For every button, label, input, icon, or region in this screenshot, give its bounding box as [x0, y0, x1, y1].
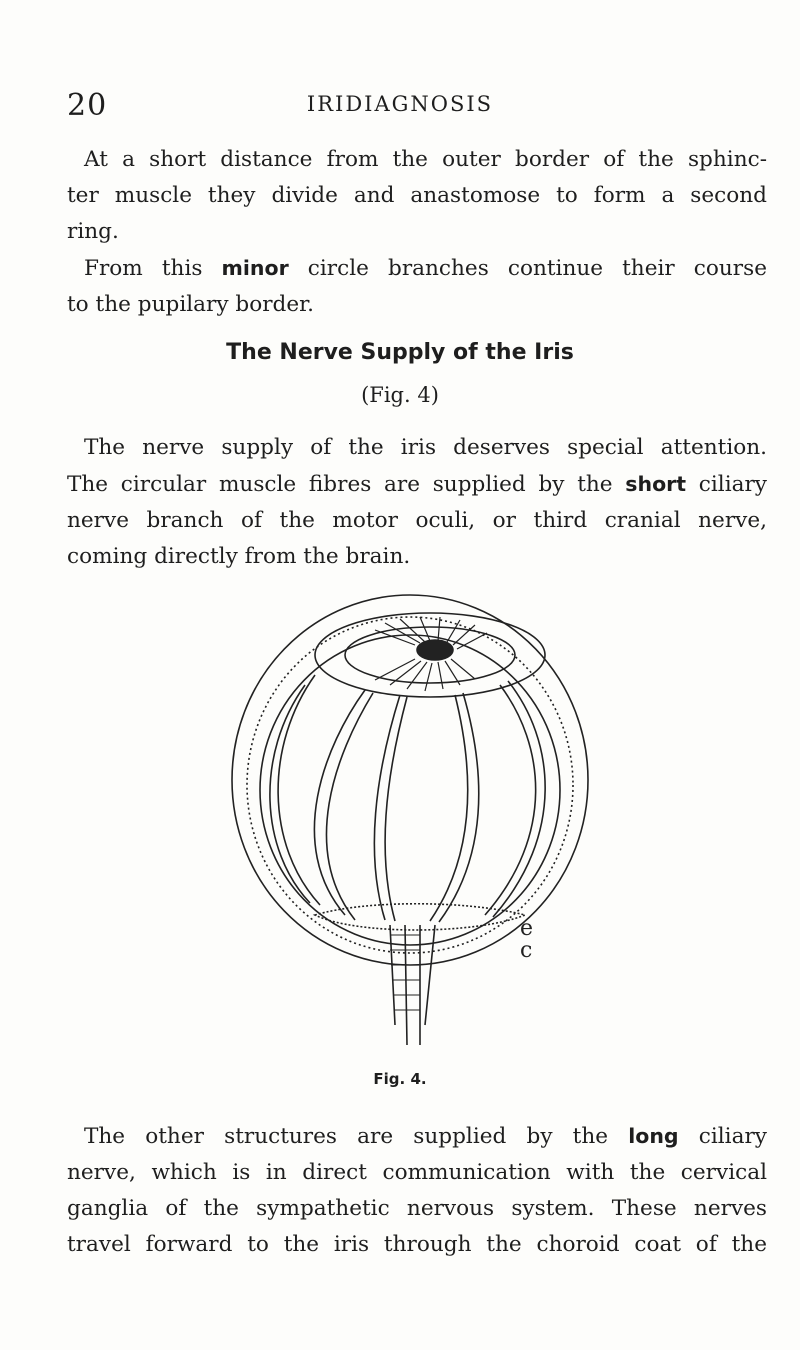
page-header: [0, 88, 800, 128]
paragraph-line: travel forward to the iris through the choroid coat of the: [67, 1232, 767, 1257]
nerve-branch: [327, 693, 373, 920]
paragraph-line: The nerve supply of the iris deserves special attention.: [84, 435, 767, 460]
paragraph-line: coming directly from the brain.: [67, 544, 411, 569]
optic-nerve: [390, 925, 435, 1045]
bold-term: long: [628, 1124, 679, 1148]
figure-caption: Fig. 4.: [373, 1070, 427, 1088]
running-title: IRIDIAGNOSIS: [306, 92, 494, 116]
figure-label-e: e: [520, 916, 534, 941]
nerve-branch: [270, 685, 310, 903]
bold-term: short: [625, 472, 687, 496]
paragraph-line: ter muscle they divide and anastomose to form a second: [67, 183, 767, 208]
text-span: From this: [84, 256, 222, 281]
choroid-layer: [247, 617, 573, 953]
text-span: The other structures are supplied by the: [84, 1124, 629, 1149]
nerve-branch: [430, 695, 468, 921]
text-span: ciliary: [678, 1124, 767, 1149]
nerve-branch: [385, 697, 407, 921]
eye-nerve-figure: [225, 585, 595, 1065]
paragraph-1: [67, 142, 767, 323]
figure-label-c: c: [520, 938, 533, 963]
paragraph-2: [67, 430, 767, 575]
paragraph-3: [67, 1118, 767, 1263]
nerve-branch: [314, 690, 365, 915]
text-span: ciliary: [686, 472, 767, 497]
pupil: [417, 640, 453, 660]
paragraph-line: ring.: [67, 219, 119, 244]
nerve-branch: [439, 693, 479, 922]
page-number: 20: [67, 88, 108, 123]
figure-reference: (Fig. 4): [361, 383, 439, 407]
paragraph-line: nerve branch of the motor oculi, or third cranial nerve,: [67, 508, 767, 533]
paragraph-line: [67, 1118, 767, 1155]
nerve-branch: [485, 685, 536, 915]
nerve-branch: [278, 675, 320, 905]
text-span: The circular muscle fibres are supplied by the: [67, 472, 626, 497]
paragraph-line: At a short distance from the outer border of the sphinc-: [84, 147, 767, 172]
paragraph-line: [67, 250, 767, 287]
eye-illustration: [225, 585, 595, 1065]
paragraph-line: to the pupilary border.: [67, 292, 314, 317]
paragraph-line: [67, 466, 767, 503]
section-heading: The Nerve Supply of the Iris: [226, 340, 574, 365]
paragraph-line: nerve, which is in direct communication with the cervical: [67, 1160, 767, 1185]
text-span: circle branches continue their course: [288, 256, 767, 281]
bold-term: minor: [221, 256, 289, 280]
paragraph-line: ganglia of the sympathetic nervous system. These nerves: [67, 1196, 767, 1221]
